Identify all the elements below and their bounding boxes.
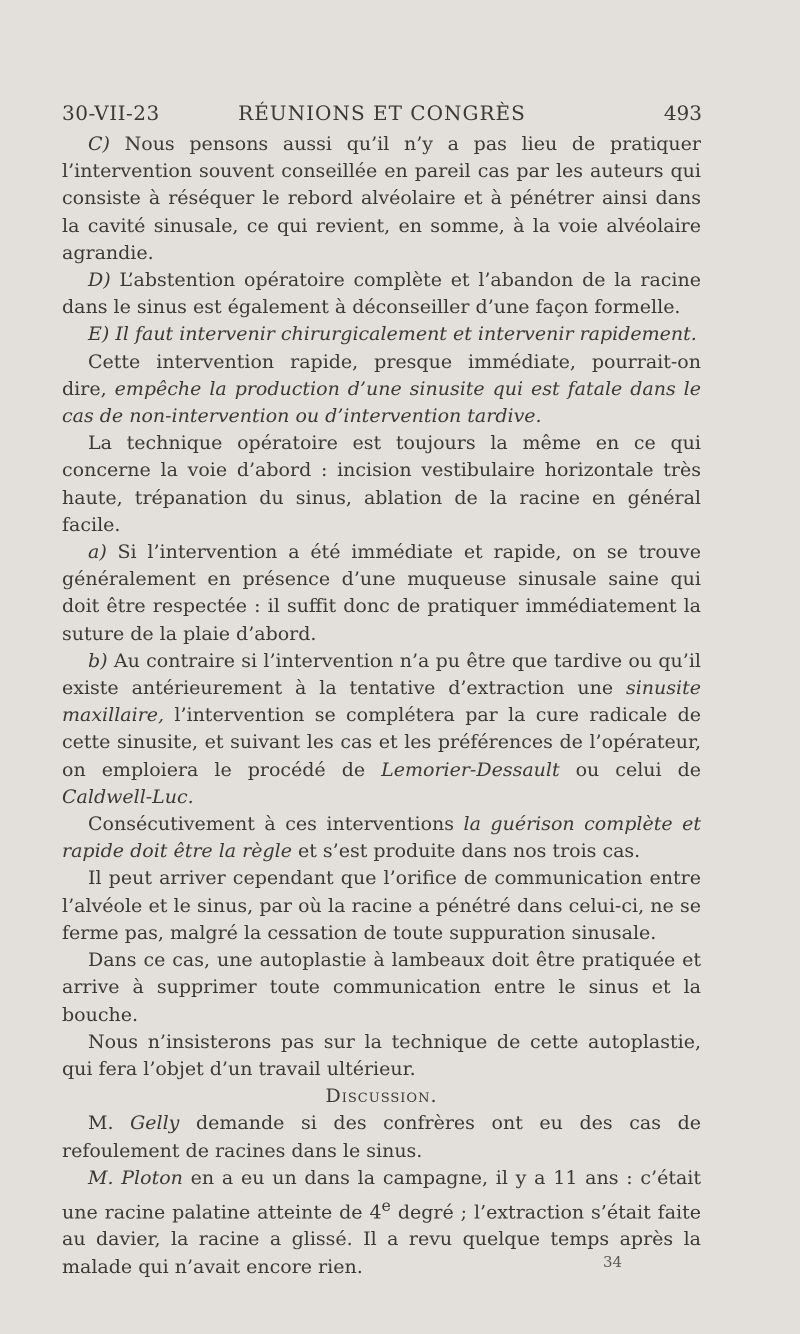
paragraph-marker: a) xyxy=(88,541,107,564)
paragraph-c: C) Nous pensons aussi qu’il n’y a pas lieu de pratiquer l’intervention souvent conseillée en pareil cas par les auteurs qui consiste à réséquer le rebord alvéolaire et à pénétrer ainsi dans la cavité sinusale, ce qui revient, en somme, à la voie alvéolaire agrandie. xyxy=(62,133,701,264)
running-header xyxy=(62,98,702,128)
paragraph-nous: Nous n’insisterons pas sur la technique de cette autoplastie, qui fera l’objet d’un travail ultérieur. xyxy=(62,1030,701,1080)
speaker-name: Ploton xyxy=(121,1166,183,1189)
paragraph-technique: La technique opératoire est toujours la même en ce qui concerne la voie d’abord : incision vestibulaire horizontale très haute, trépanation du sinus, ablation de la racine en général facile. xyxy=(62,432,701,536)
paragraph-marker: b) xyxy=(88,649,108,672)
paragraph-arriver: Il peut arriver cependant que l’orifice de communication entre l’alvéole et le sinus, par où la racine a pénétré dans celui-ci, ne se ferme pas, malgré la cessation de toute suppuration sinusale. xyxy=(62,867,701,944)
paragraph-dans-ce-cas: Dans ce cas, une autoplastie à lambeaux doit être pratiquée et arrive à supprimer toute communication entre le sinus et la bouche. xyxy=(62,949,701,1026)
paragraph-d: D) L’abstention opératoire complète et l’abandon de la racine dans le sinus est également à déconseiller d’une façon formelle. xyxy=(62,269,701,319)
paragraph-marker: E) xyxy=(88,323,110,346)
header-date: 30-VII-23 xyxy=(62,101,160,125)
header-page-number: 493 xyxy=(663,101,702,125)
paragraph-cette: Cette intervention rapide, presque immédiate, pourrait-on dire, empêche la production d’une sinusite qui est fatale dans le cas de non-intervention ou d’intervention tardive. xyxy=(62,350,701,428)
paragraph-b: b) Au contraire si l’intervention n’a pu être que tardive ou qu’il existe antérieurement à la tentative d’extraction une sinusite maxillaire, l’intervention se complétera par la cure radicale de cette sinusite, et suivant les cas et les préférences de l’opérateur, on emploiera le procédé de Lemorier-Dessault ou celui de Caldwell-Luc. xyxy=(62,649,702,808)
body-text xyxy=(62,131,701,1281)
header-title: RÉUNIONS ET CONGRÈS xyxy=(238,101,526,125)
paragraph-e: E) Il faut intervenir chirurgicalement et intervenir rapidement. xyxy=(88,323,697,346)
paragraph-marker: C) xyxy=(88,133,110,155)
discussion-heading: Discussion. xyxy=(325,1085,438,1108)
paragraph-a: a) Si l’intervention a été immédiate et rapide, on se trouve généralement en présence d’une muqueuse sinusale saine qui doit être respectée : il suffit donc de pratiquer immédiatement la suture de la plaie d’abord. xyxy=(62,541,701,645)
paragraph-gelly: M. Gelly demande si des confrères ont eu des cas de refoulement de racines dans le sinus. xyxy=(62,1112,701,1162)
paragraph-marker: D) xyxy=(88,269,111,292)
signature-mark: 34 xyxy=(603,1253,623,1271)
speaker-name: Gelly xyxy=(130,1112,180,1135)
paragraph-consecutivement: Consécutivement à ces interventions la guérison complète et rapide doit être la règle et s’est produite dans nos trois cas. xyxy=(62,813,701,863)
paragraph-ploton: M. Ploton en a eu un dans la campagne, il y a 11 ans : c’était une racine palatine atteinte de 4e degré ; l’extraction s’était faite au davier, la racine a glissé. Il a revu quelque temps après la malade qui n’avait encore rien. xyxy=(62,1166,701,1278)
